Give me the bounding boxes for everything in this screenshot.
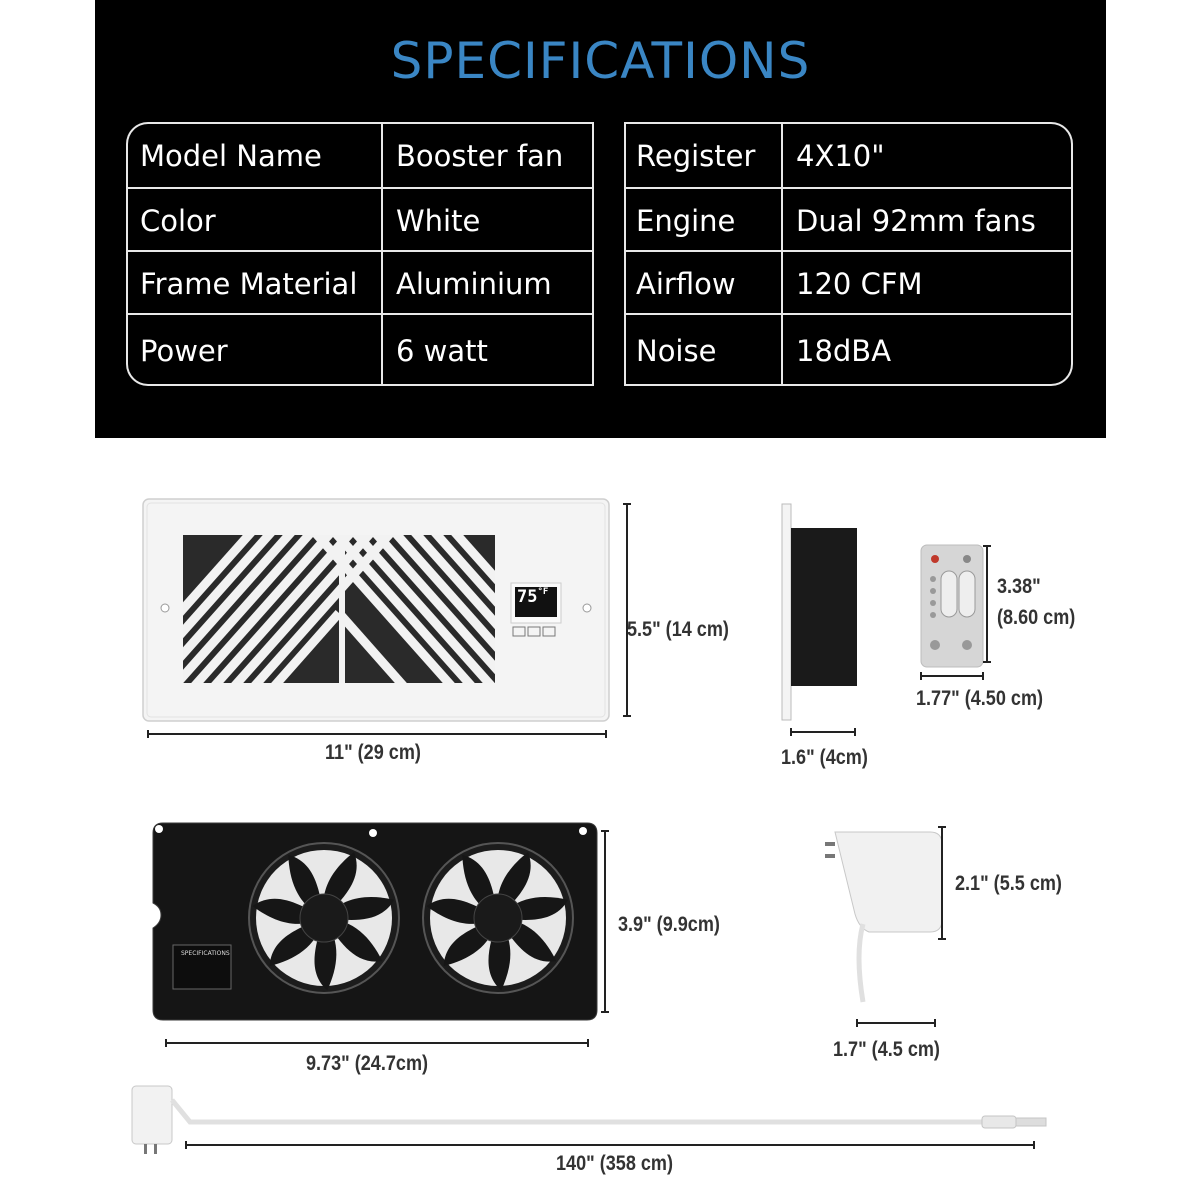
vent-side-image bbox=[782, 504, 862, 720]
dimension-line bbox=[856, 1022, 936, 1024]
power-cable-image bbox=[120, 1080, 1060, 1160]
spec-table-left bbox=[126, 122, 592, 386]
remote-height-label-cm: (8.60 cm) bbox=[997, 606, 1076, 629]
spec-key: Engine bbox=[636, 203, 736, 238]
spec-key: Airflow bbox=[636, 266, 736, 301]
spec-value: Booster fan bbox=[396, 138, 564, 173]
adapter-width-label: 1.7" (4.5 cm) bbox=[833, 1038, 940, 1061]
temperature-display: $75^{^\circ F}$ bbox=[517, 587, 549, 607]
dimension-line bbox=[147, 733, 607, 735]
spec-key: Color bbox=[140, 203, 216, 238]
dimension-line bbox=[790, 731, 856, 733]
spec-row bbox=[624, 187, 1071, 252]
dimension-line bbox=[604, 830, 606, 1013]
spec-value: Dual 92mm fans bbox=[796, 203, 1036, 238]
spec-value: Aluminium bbox=[396, 266, 552, 301]
fan-height-label: 3.9" (9.9cm) bbox=[618, 913, 720, 936]
fan-width-label: 9.73" (24.7cm) bbox=[306, 1052, 429, 1075]
dimension-line bbox=[920, 675, 984, 677]
fan-unit-image bbox=[153, 823, 597, 1020]
vent-height-label: 5.5" (14 cm) bbox=[627, 618, 729, 641]
spec-key: Power bbox=[140, 333, 228, 368]
dimension-line bbox=[185, 1144, 1035, 1146]
cable-length-label: 140" (358 cm) bbox=[556, 1152, 674, 1175]
spec-key: Noise bbox=[636, 333, 717, 368]
vent-width-label: 11" (29 cm) bbox=[325, 741, 421, 764]
spec-value: 4X10" bbox=[796, 138, 885, 173]
dimension-line bbox=[626, 503, 628, 717]
spec-row bbox=[624, 250, 1071, 315]
spec-value: 6 watt bbox=[396, 333, 488, 368]
specifications-title: SPECIFICATIONS bbox=[390, 32, 811, 90]
vent-front-image bbox=[143, 499, 609, 721]
remote-control-image bbox=[921, 545, 983, 667]
spec-row bbox=[128, 187, 592, 252]
spec-value: 18dBA bbox=[796, 333, 892, 368]
dimension-line bbox=[941, 826, 943, 940]
remote-height-label: 3.38" bbox=[997, 575, 1041, 598]
dimension-line bbox=[165, 1042, 589, 1044]
spec-row bbox=[624, 313, 1071, 386]
specifications-panel bbox=[95, 0, 1106, 438]
adapter-height-label: 2.1" (5.5 cm) bbox=[955, 872, 1062, 895]
power-adapter-image bbox=[825, 824, 943, 1004]
spec-table-right bbox=[624, 122, 1073, 386]
mini-spec-label: SPECIFICATIONS bbox=[181, 950, 230, 957]
dimension-line bbox=[986, 545, 988, 663]
vent-depth-label: 1.6" (4cm) bbox=[781, 746, 868, 769]
spec-row bbox=[128, 313, 592, 386]
table-divider bbox=[592, 122, 594, 386]
spec-key: Frame Material bbox=[140, 266, 358, 301]
spec-row bbox=[128, 250, 592, 315]
spec-value: White bbox=[396, 203, 481, 238]
spec-key: Model Name bbox=[140, 138, 322, 173]
spec-row bbox=[128, 124, 592, 187]
remote-width-label: 1.77" (4.50 cm) bbox=[916, 687, 1044, 710]
spec-key: Register bbox=[636, 138, 756, 173]
spec-row bbox=[624, 124, 1071, 187]
spec-value: 120 CFM bbox=[796, 266, 923, 301]
